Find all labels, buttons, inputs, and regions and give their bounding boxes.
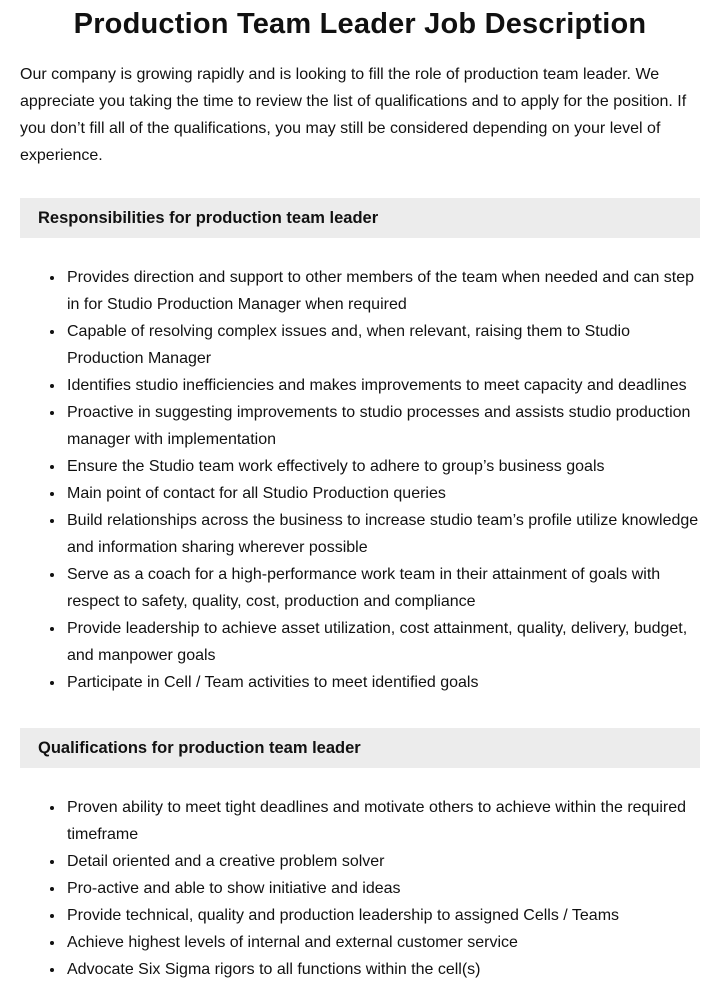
list-item: • Provide leadership to achieve asset utilization, cost attainment, quality, delivery, budget, and manpower goals: [65, 615, 700, 669]
list-item: • Capable of resolving complex issues and, when relevant, raising them to Studio Production Manager: [65, 318, 700, 372]
intro-paragraph: Our company is growing rapidly and is looking to fill the role of production team leader. We appreciate you taking the time to review the list of qualifications and to apply for the position. If you don’t fill all of the qualifications, you may still be considered depending on your level of experience.: [20, 66, 687, 164]
section-heading: Responsibilities for production team leader: [38, 209, 379, 227]
page-title: Production Team Leader Job Description: [73, 8, 647, 40]
list-item: • Build relationships across the business to increase studio team’s profile utilize knowledge and information sharing wherever possible: [65, 507, 700, 561]
list-item: • Provides direction and support to other members of the team when needed and can step in for Studio Production Manager when required: [65, 264, 700, 318]
section-heading: Qualifications for production team leader: [38, 739, 361, 757]
list-item: • Pro-active and able to show initiative and ideas: [65, 875, 700, 902]
list-item: • Proactive in suggesting improvements to studio processes and assists studio production manager with implementation: [65, 399, 700, 453]
list-item: • Proven ability to meet tight deadlines and motivate others to achieve within the required timeframe: [65, 794, 700, 848]
list-item: • Participate in Cell / Team activities to meet identified goals: [65, 669, 700, 696]
list-item: • Serve as a coach for a high-performance work team in their attainment of goals with respect to safety, quality, cost, production and compliance: [65, 561, 700, 615]
section-header-qualifications: [20, 728, 700, 768]
list-item: • Ensure the Studio team work effectively to adhere to group’s business goals: [65, 453, 700, 480]
list-item: • Detail oriented and a creative problem solver: [65, 848, 700, 875]
list-item: • Advocate Six Sigma rigors to all functions within the cell(s): [65, 956, 700, 983]
responsibilities-list: [20, 264, 700, 696]
qualifications-list: [20, 794, 700, 983]
responsibilities-section: [20, 198, 700, 696]
list-item: • Provide technical, quality and production leadership to assigned Cells / Teams: [65, 902, 700, 929]
list-item: • Identifies studio inefficiencies and makes improvements to meet capacity and deadlines: [65, 372, 700, 399]
list-item: • Main point of contact for all Studio Production queries: [65, 480, 700, 507]
list-item: • Achieve highest levels of internal and external customer service: [65, 929, 700, 956]
section-header-responsibilities: [20, 198, 700, 238]
qualifications-section: [20, 728, 700, 983]
